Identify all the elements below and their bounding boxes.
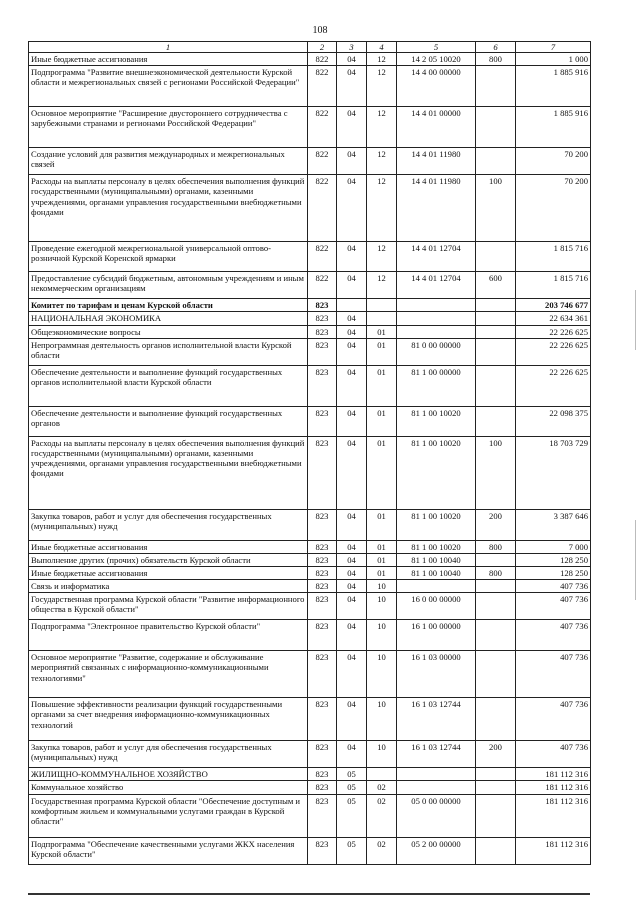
admin-code: 823 — [308, 338, 337, 365]
expense-type — [476, 620, 516, 651]
row-name: Подпрограмма "Развитие внешнеэкономической деятельности Курской области и межрегиональных связей с регионами Российской Федерации" — [29, 66, 308, 107]
target-article — [397, 312, 476, 325]
admin-code: 822 — [308, 148, 337, 175]
target-article: 05 2 00 00000 — [397, 837, 476, 864]
subsection-code: 02 — [367, 781, 397, 794]
expense-type — [476, 580, 516, 593]
section-code: 04 — [337, 580, 367, 593]
section-code: 04 — [337, 312, 367, 325]
row-name: Повышение эффективности реализации функций государственными органами за счет внедрения информационно-коммуникационных технологий — [29, 698, 308, 741]
row-name: Подпрограмма "Электронное правительство Курской области" — [29, 620, 308, 651]
amount: 407 736 — [516, 580, 591, 593]
section-code: 04 — [337, 566, 367, 579]
amount: 181 112 316 — [516, 837, 591, 864]
target-article: 81 1 00 10020 — [397, 540, 476, 553]
expense-type — [476, 553, 516, 566]
table-row — [29, 299, 591, 312]
admin-code: 822 — [308, 53, 337, 66]
section-code: 04 — [337, 53, 367, 66]
amount: 22 098 375 — [516, 406, 591, 436]
expense-type — [476, 242, 516, 272]
row-name: Подпрограмма "Обеспечение качественными услугами ЖКХ населения Курской области" — [29, 837, 308, 864]
expense-type — [476, 768, 516, 781]
row-name: Общеэкономические вопросы — [29, 325, 308, 338]
expense-type — [476, 406, 516, 436]
amount: 22 226 625 — [516, 365, 591, 406]
subsection-code: 01 — [367, 338, 397, 365]
row-name: Иные бюджетные ассигнования — [29, 566, 308, 579]
row-name: Обеспечение деятельности и выполнение функций государственных органов — [29, 406, 308, 436]
amount: 22 634 361 — [516, 312, 591, 325]
row-name: Комитет по тарифам и ценам Курской области — [29, 299, 308, 312]
amount: 22 226 625 — [516, 338, 591, 365]
admin-code: 823 — [308, 325, 337, 338]
expense-type: 100 — [476, 175, 516, 242]
subsection-code: 01 — [367, 436, 397, 509]
target-article: 14 4 01 12704 — [397, 272, 476, 299]
expense-type — [476, 781, 516, 794]
section-code — [337, 299, 367, 312]
amount: 407 736 — [516, 698, 591, 741]
target-article: 16 1 03 12744 — [397, 698, 476, 741]
expense-type: 800 — [476, 53, 516, 66]
bottom-rule — [28, 893, 590, 895]
table-row — [29, 175, 591, 242]
amount: 407 736 — [516, 651, 591, 698]
section-code: 05 — [337, 781, 367, 794]
table-row — [29, 406, 591, 436]
column-number: 5 — [397, 42, 476, 53]
row-name: Создание условий для развития международных и межрегиональных связей — [29, 148, 308, 175]
subsection-code: 10 — [367, 698, 397, 741]
target-article: 81 1 00 10040 — [397, 553, 476, 566]
target-article: 14 4 01 00000 — [397, 107, 476, 148]
subsection-code: 12 — [367, 148, 397, 175]
row-name: Предоставление субсидий бюджетным, автономным учреждениям и иным некоммерческим организациям — [29, 272, 308, 299]
expense-type — [476, 107, 516, 148]
table-row — [29, 837, 591, 864]
target-article — [397, 299, 476, 312]
amount: 181 112 316 — [516, 794, 591, 837]
subsection-code: 12 — [367, 53, 397, 66]
table-row — [29, 148, 591, 175]
column-number: 7 — [516, 42, 591, 53]
section-code: 04 — [337, 698, 367, 741]
row-name: Основное мероприятие "Расширение двустороннего сотрудничества с зарубежными странами и регионами Российской Федерации" — [29, 107, 308, 148]
table-row — [29, 325, 591, 338]
table-row — [29, 272, 591, 299]
section-code: 04 — [337, 553, 367, 566]
admin-code: 823 — [308, 768, 337, 781]
subsection-code: 12 — [367, 107, 397, 148]
section-code: 04 — [337, 325, 367, 338]
target-article: 16 1 03 12744 — [397, 741, 476, 768]
expense-type: 800 — [476, 540, 516, 553]
subsection-code: 01 — [367, 540, 397, 553]
amount: 407 736 — [516, 593, 591, 620]
admin-code: 823 — [308, 553, 337, 566]
subsection-code: 02 — [367, 794, 397, 837]
amount: 181 112 316 — [516, 768, 591, 781]
admin-code: 823 — [308, 509, 337, 540]
expense-type — [476, 794, 516, 837]
section-code: 04 — [337, 540, 367, 553]
column-number: 4 — [367, 42, 397, 53]
section-code: 04 — [337, 175, 367, 242]
section-code: 04 — [337, 338, 367, 365]
expense-type — [476, 299, 516, 312]
target-article: 16 0 00 00000 — [397, 593, 476, 620]
row-name: Иные бюджетные ассигнования — [29, 53, 308, 66]
scan-edge-mark — [635, 290, 636, 350]
row-name: Закупка товаров, работ и услуг для обеспечения государственных (муниципальных) нужд — [29, 741, 308, 768]
section-code: 04 — [337, 651, 367, 698]
amount: 70 200 — [516, 148, 591, 175]
subsection-code — [367, 768, 397, 781]
subsection-code: 01 — [367, 406, 397, 436]
table-row — [29, 553, 591, 566]
admin-code: 823 — [308, 741, 337, 768]
target-article: 81 1 00 10020 — [397, 436, 476, 509]
target-article — [397, 325, 476, 338]
row-name: ЖИЛИЩНО-КОММУНАЛЬНОЕ ХОЗЯЙСТВО — [29, 768, 308, 781]
target-article: 81 1 00 10040 — [397, 566, 476, 579]
amount: 128 250 — [516, 566, 591, 579]
target-article: 14 4 01 12704 — [397, 242, 476, 272]
subsection-code: 01 — [367, 325, 397, 338]
table-row — [29, 365, 591, 406]
section-code: 04 — [337, 741, 367, 768]
subsection-code: 12 — [367, 66, 397, 107]
row-name: Основное мероприятие "Развитие, содержание и обслуживание мероприятий связанных с информационно-коммуникационными технологиями" — [29, 651, 308, 698]
subsection-code: 02 — [367, 837, 397, 864]
expense-type: 200 — [476, 741, 516, 768]
target-article — [397, 781, 476, 794]
amount: 181 112 316 — [516, 781, 591, 794]
section-code: 04 — [337, 365, 367, 406]
target-article: 14 2 05 10020 — [397, 53, 476, 66]
column-number-row — [29, 42, 591, 53]
amount: 407 736 — [516, 741, 591, 768]
admin-code: 823 — [308, 837, 337, 864]
section-code: 04 — [337, 272, 367, 299]
table-row — [29, 794, 591, 837]
section-code: 04 — [337, 107, 367, 148]
subsection-code: 01 — [367, 553, 397, 566]
amount: 128 250 — [516, 553, 591, 566]
column-number: 3 — [337, 42, 367, 53]
table-row — [29, 312, 591, 325]
target-article: 14 4 01 11980 — [397, 148, 476, 175]
subsection-code: 10 — [367, 593, 397, 620]
expense-type: 100 — [476, 436, 516, 509]
admin-code: 822 — [308, 107, 337, 148]
admin-code: 823 — [308, 365, 337, 406]
admin-code: 823 — [308, 566, 337, 579]
section-code: 04 — [337, 148, 367, 175]
table-row — [29, 781, 591, 794]
row-name: Связь и информатика — [29, 580, 308, 593]
admin-code: 823 — [308, 299, 337, 312]
column-number: 2 — [308, 42, 337, 53]
row-name: Расходы на выплаты персоналу в целях обеспечения выполнения функций государственными (муниципальными) органами, казенными учреждениями, органами управления государственными внебюджетными фондами — [29, 436, 308, 509]
admin-code: 823 — [308, 540, 337, 553]
table-row — [29, 620, 591, 651]
admin-code: 822 — [308, 66, 337, 107]
expense-type — [476, 66, 516, 107]
section-code: 05 — [337, 794, 367, 837]
table-row — [29, 768, 591, 781]
target-article: 16 1 03 00000 — [397, 651, 476, 698]
row-name: Государственная программа Курской области "Обеспечение доступным и комфортным жильем и коммунальными услугами граждан в Курской области" — [29, 794, 308, 837]
section-code: 04 — [337, 66, 367, 107]
target-article: 81 1 00 10020 — [397, 406, 476, 436]
admin-code: 822 — [308, 175, 337, 242]
subsection-code: 01 — [367, 365, 397, 406]
subsection-code: 10 — [367, 651, 397, 698]
table-row — [29, 107, 591, 148]
row-name: Расходы на выплаты персоналу в целях обеспечения выполнения функций государственными (муниципальными) органами, казенными учреждениями, органами управления государственными внебюджетными фондами — [29, 175, 308, 242]
subsection-code: 12 — [367, 242, 397, 272]
target-article: 81 0 00 00000 — [397, 338, 476, 365]
expense-type — [476, 338, 516, 365]
subsection-code: 10 — [367, 741, 397, 768]
section-code: 04 — [337, 593, 367, 620]
table-row — [29, 66, 591, 107]
table-row — [29, 698, 591, 741]
row-name: Закупка товаров, работ и услуг для обеспечения государственных (муниципальных) нужд — [29, 509, 308, 540]
expense-type — [476, 698, 516, 741]
admin-code: 823 — [308, 651, 337, 698]
table-row — [29, 741, 591, 768]
subsection-code: 01 — [367, 566, 397, 579]
table-row — [29, 338, 591, 365]
subsection-code: 10 — [367, 620, 397, 651]
table-row — [29, 540, 591, 553]
section-code: 04 — [337, 620, 367, 651]
scan-edge-mark — [635, 520, 636, 600]
admin-code: 822 — [308, 272, 337, 299]
admin-code: 823 — [308, 794, 337, 837]
row-name: Коммунальное хозяйство — [29, 781, 308, 794]
subsection-code: 12 — [367, 175, 397, 242]
row-name: Обеспечение деятельности и выполнение функций государственных органов исполнительной власти Курской области — [29, 365, 308, 406]
amount: 1 885 916 — [516, 66, 591, 107]
amount: 3 387 646 — [516, 509, 591, 540]
amount: 407 736 — [516, 620, 591, 651]
expense-type: 600 — [476, 272, 516, 299]
expense-type: 800 — [476, 566, 516, 579]
table-row — [29, 580, 591, 593]
admin-code: 823 — [308, 698, 337, 741]
section-code: 04 — [337, 509, 367, 540]
subsection-code: 10 — [367, 580, 397, 593]
amount: 1 000 — [516, 53, 591, 66]
target-article: 14 4 01 11980 — [397, 175, 476, 242]
admin-code: 823 — [308, 620, 337, 651]
subsection-code: 12 — [367, 272, 397, 299]
amount: 70 200 — [516, 175, 591, 242]
row-name: НАЦИОНАЛЬНАЯ ЭКОНОМИКА — [29, 312, 308, 325]
column-number: 1 — [29, 42, 308, 53]
subsection-code — [367, 299, 397, 312]
amount: 1 815 716 — [516, 272, 591, 299]
section-code: 04 — [337, 242, 367, 272]
table-row — [29, 566, 591, 579]
expense-type — [476, 148, 516, 175]
section-code: 04 — [337, 406, 367, 436]
section-code: 05 — [337, 837, 367, 864]
target-article: 05 0 00 00000 — [397, 794, 476, 837]
amount: 1 815 716 — [516, 242, 591, 272]
row-name: Государственная программа Курской области "Развитие информационного общества в Курской области" — [29, 593, 308, 620]
target-article: 16 1 00 00000 — [397, 620, 476, 651]
page-number: 108 — [312, 25, 328, 36]
budget-table — [28, 41, 591, 865]
row-name: Проведение ежегодной межрегиональной универсальной оптово-розничной Курской Коренской ярмарки — [29, 242, 308, 272]
amount: 7 000 — [516, 540, 591, 553]
target-article: 81 1 00 10020 — [397, 509, 476, 540]
admin-code: 822 — [308, 242, 337, 272]
table-row — [29, 436, 591, 509]
target-article: 14 4 00 00000 — [397, 66, 476, 107]
amount: 18 703 729 — [516, 436, 591, 509]
subsection-code: 01 — [367, 509, 397, 540]
expense-type — [476, 312, 516, 325]
amount: 1 885 916 — [516, 107, 591, 148]
table-row — [29, 242, 591, 272]
subsection-code — [367, 312, 397, 325]
table-row — [29, 509, 591, 540]
admin-code: 823 — [308, 593, 337, 620]
expense-type — [476, 837, 516, 864]
row-name: Непрограммная деятельность органов исполнительной власти Курской области — [29, 338, 308, 365]
target-article — [397, 580, 476, 593]
table-row — [29, 593, 591, 620]
admin-code: 823 — [308, 781, 337, 794]
expense-type: 200 — [476, 509, 516, 540]
section-code: 04 — [337, 436, 367, 509]
expense-type — [476, 365, 516, 406]
admin-code: 823 — [308, 436, 337, 509]
table-row — [29, 651, 591, 698]
amount: 22 226 625 — [516, 325, 591, 338]
admin-code: 823 — [308, 406, 337, 436]
admin-code: 823 — [308, 312, 337, 325]
target-article: 81 1 00 00000 — [397, 365, 476, 406]
row-name: Выполнение других (прочих) обязательств Курской области — [29, 553, 308, 566]
expense-type — [476, 325, 516, 338]
expense-type — [476, 593, 516, 620]
row-name: Иные бюджетные ассигнования — [29, 540, 308, 553]
column-number: 6 — [476, 42, 516, 53]
section-code: 05 — [337, 768, 367, 781]
amount: 203 746 677 — [516, 299, 591, 312]
target-article — [397, 768, 476, 781]
admin-code: 823 — [308, 580, 337, 593]
table-row — [29, 53, 591, 66]
expense-type — [476, 651, 516, 698]
